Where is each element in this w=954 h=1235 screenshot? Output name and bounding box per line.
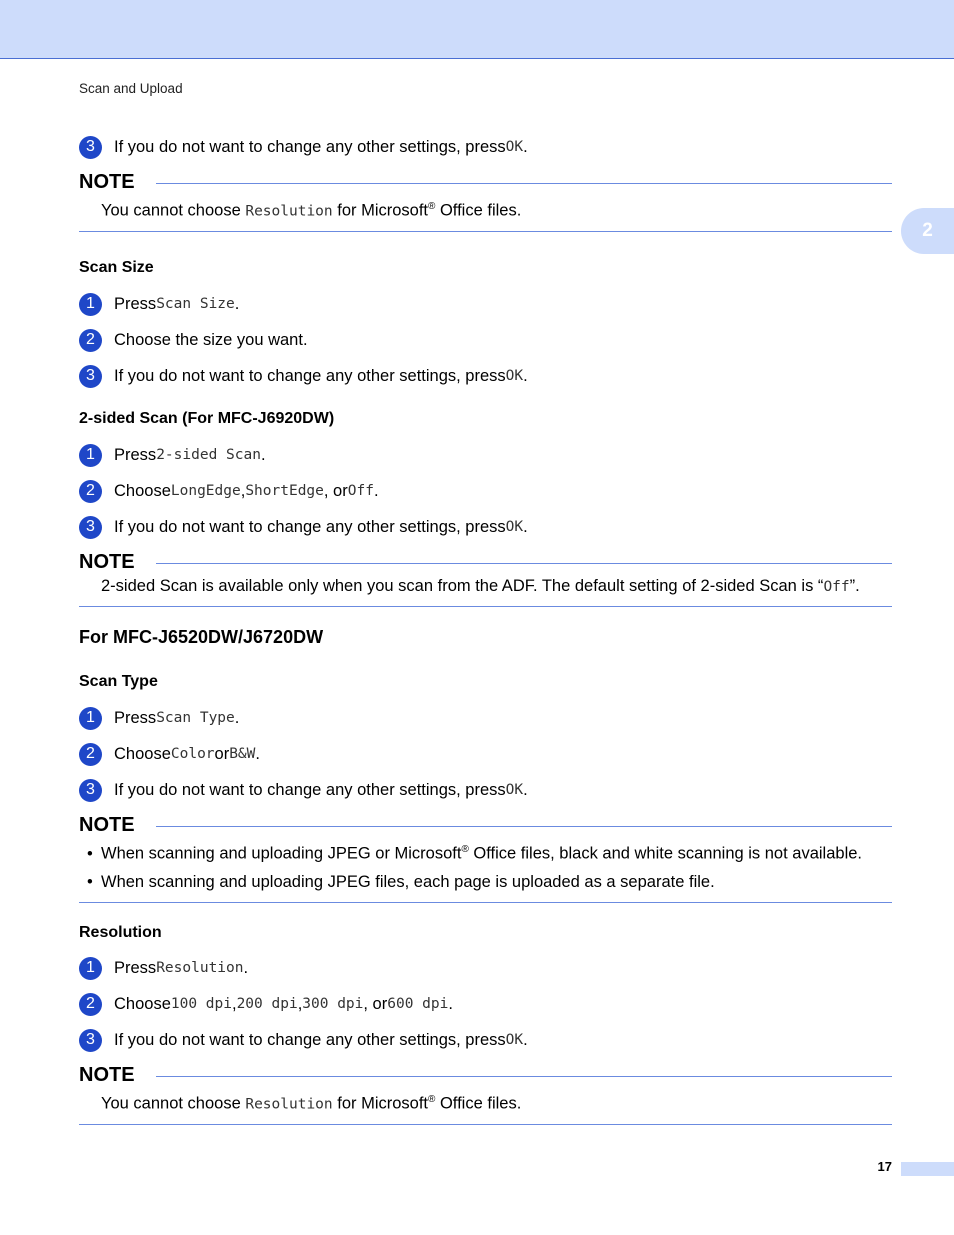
note-end-rule (79, 902, 892, 903)
page-number: 17 (877, 1159, 892, 1174)
step-item: 3 If you do not want to change any other settings, press OK . (79, 1028, 528, 1052)
note-bullet: • When scanning and uploading JPEG or Microsoft® Office files, black and white scanning is not available. (87, 844, 862, 863)
two-sided-heading: 2-sided Scan (For MFC-J6920DW) (79, 410, 335, 427)
note-rule (156, 563, 892, 564)
step-number-icon: 3 (79, 1029, 102, 1052)
note-bullet: • When scanning and uploading JPEG files, each page is uploaded as a separate file. (87, 873, 715, 891)
step-number-icon: 3 (79, 136, 102, 159)
scan-type-heading: Scan Type (79, 673, 158, 690)
step-item: 1 Press Scan Size . (79, 292, 239, 316)
step-number-icon: 2 (79, 993, 102, 1016)
step-number-icon: 1 (79, 707, 102, 730)
resolution-heading: Resolution (79, 924, 162, 941)
note-end-rule (79, 606, 892, 607)
section-heading: For MFC-J6520DW/J6720DW (79, 627, 324, 647)
step-item: 3 If you do not want to change any other settings, press OK . (79, 364, 528, 388)
scan-size-heading: Scan Size (79, 259, 154, 276)
note-heading: NOTE (79, 551, 135, 573)
note-text: 2-sided Scan is available only when you scan from the ADF. The default setting of 2-sided Scan is “Off”. (101, 577, 860, 595)
note-heading: NOTE (79, 171, 135, 193)
step-number-icon: 3 (79, 779, 102, 802)
note-end-rule (79, 231, 892, 232)
step-number-icon: 1 (79, 293, 102, 316)
note-heading: NOTE (79, 1064, 135, 1086)
note-text: You cannot choose Resolution for Microsoft® Office files. (101, 1094, 522, 1113)
step-item: 1 Press Scan Type . (79, 706, 239, 730)
step-text: If you do not want to change any other settings, press (114, 137, 506, 156)
step-number-icon: 3 (79, 365, 102, 388)
note-rule (156, 183, 892, 184)
step-item: 2 Choose LongEdge , ShortEdge , or Off . (79, 479, 379, 503)
step-number-icon: 1 (79, 444, 102, 467)
note-rule (156, 1076, 892, 1077)
step-item: 3 If you do not want to change any other settings, press OK . (79, 778, 528, 802)
step-item: 2 Choose 100 dpi , 200 dpi , 300 dpi , or 600 dpi . (79, 992, 453, 1016)
step-item: 1 Press 2-sided Scan . (79, 443, 266, 467)
code-text: OK (505, 139, 524, 155)
bullet-icon: • (87, 844, 93, 863)
note-rule (156, 826, 892, 827)
step-number-icon: 2 (79, 480, 102, 503)
step-item: 1 Press Resolution . (79, 956, 248, 980)
chapter-tab: 2 (901, 208, 954, 254)
step-item: 3 If you do not want to change any other settings, press OK . (79, 135, 528, 159)
step-item: 3 If you do not want to change any other settings, press OK . (79, 515, 528, 539)
footer-band (901, 1162, 954, 1176)
note-heading: NOTE (79, 814, 135, 836)
header-band (0, 0, 954, 59)
step-number-icon: 3 (79, 516, 102, 539)
step-item: 2 Choose the size you want. (79, 328, 308, 352)
bullet-icon: • (87, 873, 93, 891)
note-end-rule (79, 1124, 892, 1125)
step-number-icon: 2 (79, 743, 102, 766)
step-number-icon: 2 (79, 329, 102, 352)
step-item: 2 Choose Color or B&W . (79, 742, 260, 766)
running-title: Scan and Upload (79, 81, 183, 96)
step-number-icon: 1 (79, 957, 102, 980)
note-text: You cannot choose Resolution for Microsoft® Office files. (101, 201, 522, 220)
